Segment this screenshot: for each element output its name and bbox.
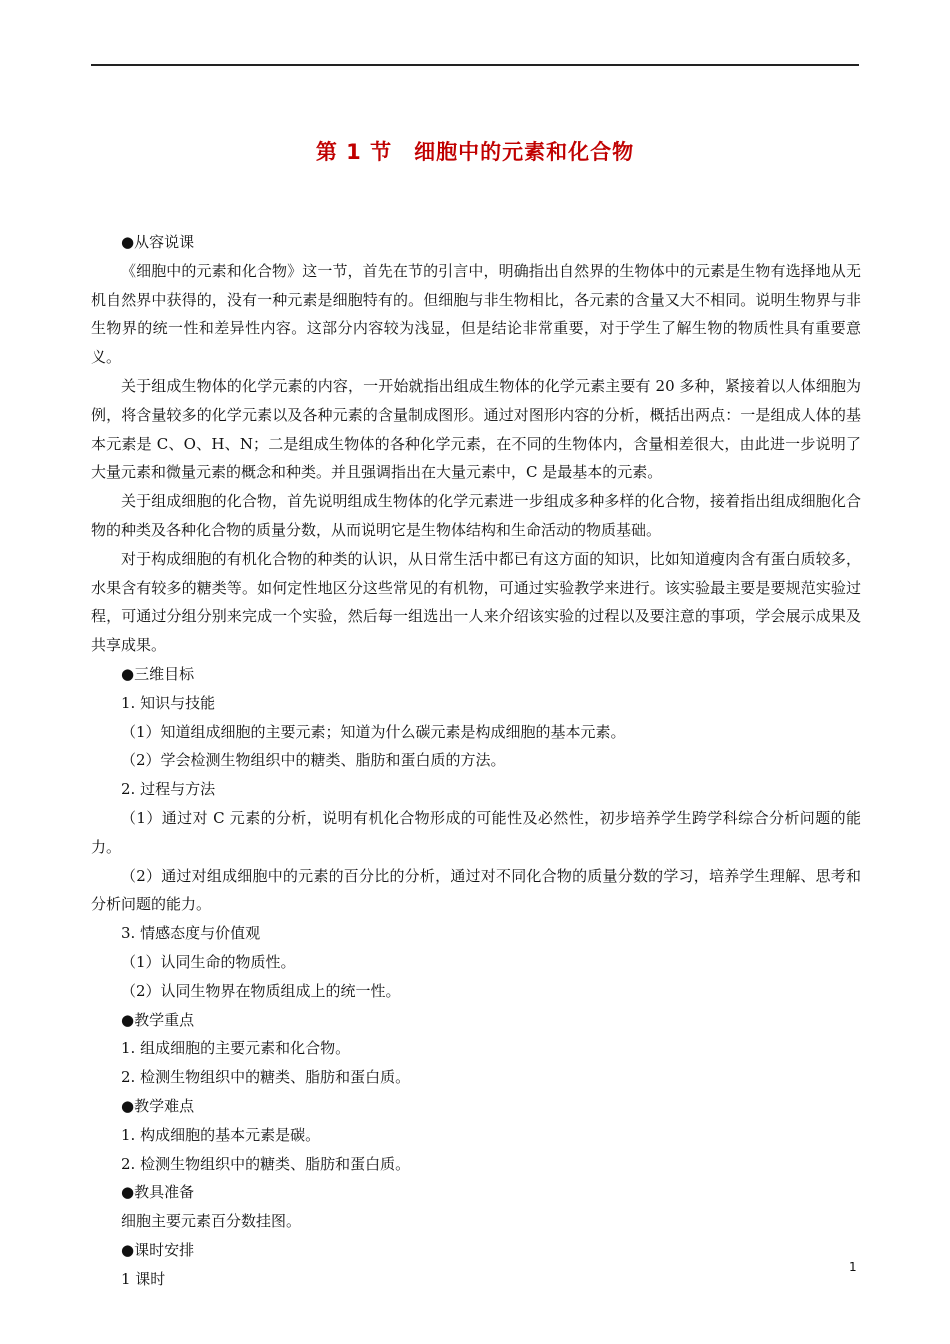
- heading-difficult-points: ●教学难点: [121, 1096, 195, 1115]
- goal-1-item-2: （2）学会检测生物组织中的糖类、脂肪和蛋白质的方法。: [121, 751, 506, 770]
- intro-paragraph-3: 关于组成细胞的化合物，首先说明组成生物体的化学元素进一步组成多种多样的化合物，接着指出组成细胞化合物的种类及各种化合物的质量分数，从而说明它是生物体结构和生命活动的物质基础。: [91, 492, 861, 539]
- heading-tools: ●教具准备: [121, 1183, 195, 1202]
- heading-goals: ●三维目标: [121, 664, 195, 683]
- difficult-point-2: 2. 检测生物组织中的糖类、脂肪和蛋白质。: [121, 1154, 411, 1173]
- section-title: [0, 136, 950, 166]
- difficult-point-1: 1. 构成细胞的基本元素是碳。: [121, 1125, 321, 1144]
- heading-schedule: ●课时安排: [121, 1240, 195, 1259]
- page-number: 1: [849, 1260, 857, 1274]
- schedule-text: 1 课时: [121, 1269, 166, 1288]
- goal-3-item-2: （2）认同生物界在物质组成上的统一性。: [121, 981, 401, 1000]
- key-point-1: 1. 组成细胞的主要元素和化合物。: [121, 1039, 351, 1058]
- intro-paragraph-1: 《细胞中的元素和化合物》这一节，首先在节的引言中，明确指出自然界的生物体中的元素是生物有选择地从无机自然界中获得的，没有一种元素是细胞特有的。但细胞与非生物相比，各元素的含量又大不相同。说明生物界与非生物界的统一性和差异性内容。这部分内容较为浅显，但是结论非常重要，对于学生了解生物的物质性具有重要意义。: [91, 261, 861, 367]
- goal-2-item-2: （2）通过对组成细胞中的元素的百分比的分析，通过对不同化合物的质量分数的学习，培养学生理解、思考和分析问题的能力。: [91, 866, 861, 914]
- intro-paragraph-2: 关于组成生物体的化学元素的内容，一开始就指出组成生物体的化学元素主要有 20 多种，紧接着以人体细胞为例，将含量较多的化学元素以及各种元素的含量制成图形。通过对图形内容的分析，概括出两点：一是组成人体的基本元素是 C、O、H、N；二是组成生物体的各种化学元素，在不同的生物体内，含量相差很大，由此进一步说明了大量元素和微量元素的概念和种类。并且强调指出在大量元素中，C 是最基本的元素。: [91, 376, 861, 482]
- heading-key-points: ●教学重点: [121, 1010, 195, 1029]
- goal-2-item-1: （1）通过对 C 元素的分析，说明有机化合物形成的可能性及必然性，初步培养学生跨学科综合分析问题的能力。: [91, 808, 861, 856]
- goal-1-label: 1. 知识与技能: [121, 693, 216, 712]
- tools-text: 细胞主要元素百分数挂图。: [121, 1212, 302, 1231]
- section-number: 第 1 节: [315, 140, 393, 164]
- section-name: 细胞中的元素和化合物: [414, 140, 635, 164]
- document-body: [91, 228, 861, 1293]
- key-point-2: 2. 检测生物组织中的糖类、脂肪和蛋白质。: [121, 1068, 411, 1087]
- goal-2-label: 2. 过程与方法: [121, 780, 216, 799]
- heading-intro: ●从容说课: [121, 233, 195, 251]
- goal-3-item-1: （1）认同生命的物质性。: [121, 952, 296, 971]
- goal-1-item-1: （1）知道组成细胞的主要元素；知道为什么碳元素是构成细胞的基本元素。: [121, 722, 626, 741]
- intro-paragraph-4: 对于构成细胞的有机化合物的种类的认识，从日常生活中都已有这方面的知识，比如知道瘦肉含有蛋白质较多，水果含有较多的糖类等。如何定性地区分这些常见的有机物，可通过实验教学来进行。该实验最主要是要规范实验过程，可通过分组分别来完成一个实验，然后每一组选出一人来介绍该实验的过程以及要注意的事项，学会展示成果及共享成果。: [91, 549, 861, 655]
- header-rule: [91, 64, 859, 66]
- goal-3-label: 3. 情感态度与价值观: [121, 924, 261, 943]
